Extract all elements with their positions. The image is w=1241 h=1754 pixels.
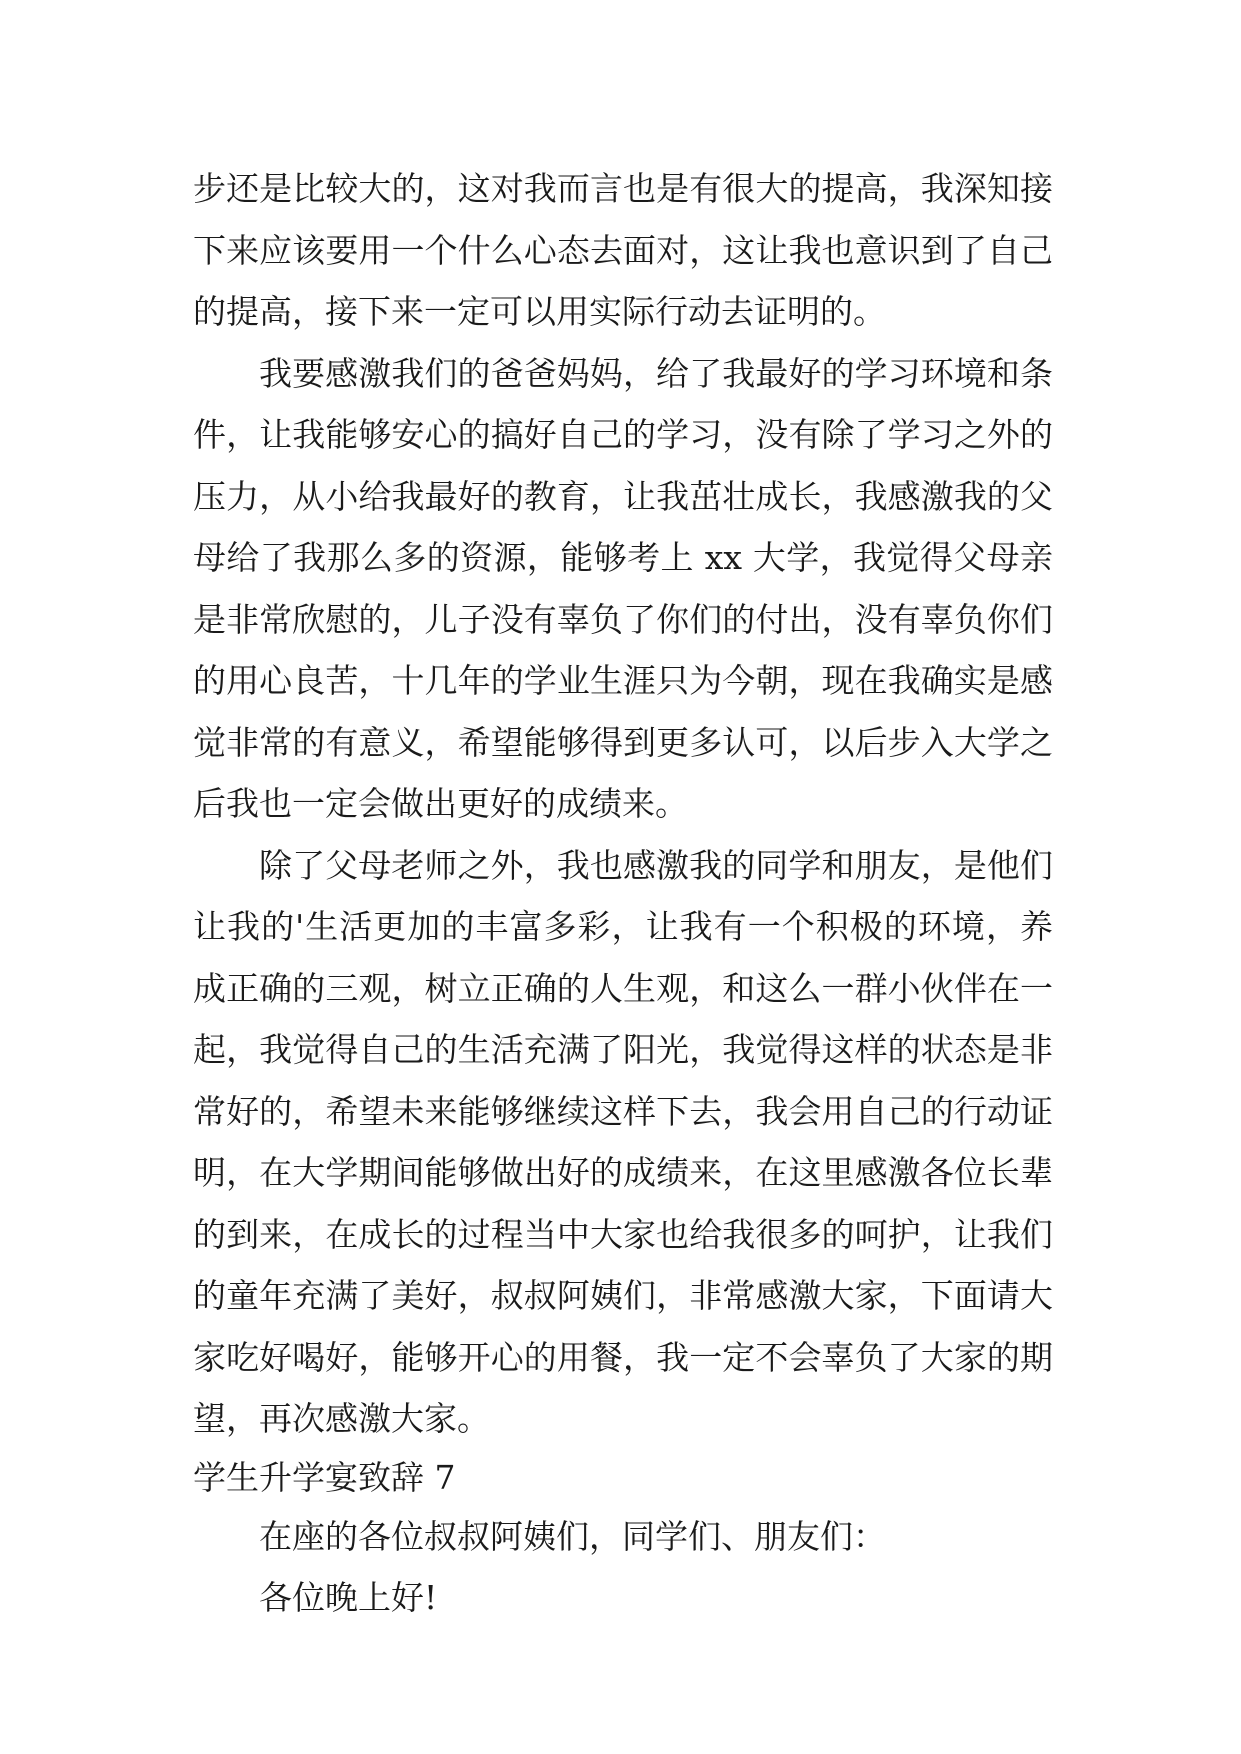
greeting-line: 各位晚上好! — [259, 1577, 438, 1617]
document-body — [193, 158, 1053, 1628]
text-line: 后我也一定会做出更好的成绩来。 — [193, 784, 688, 823]
text-line: 觉非常的有意义，希望能够得到更多认可，以后步入大学之 — [193, 722, 1053, 762]
text-line: 母给了我那么多的资源，能够考上 xx 大学，我觉得父母亲 — [193, 538, 1053, 577]
text-line: 常好的，希望未来能够继续这样下去，我会用自己的行动证 — [193, 1091, 1053, 1131]
text-line: 的童年充满了美好，叔叔阿姨们，非常感激大家，下面请大 — [193, 1276, 1053, 1315]
text-line: 我要感激我们的爸爸妈妈，给了我最好的学习环境和条 — [259, 353, 1053, 393]
text-line: 起，我觉得自己的生活充满了阳光，我觉得这样的状态是非 — [193, 1030, 1053, 1069]
salutation-line: 在座的各位叔叔阿姨们，同学们、朋友们： — [259, 1516, 886, 1556]
text-line: 步还是比较大的，这对我而言也是有很大的提高，我深知接 — [193, 169, 1053, 208]
text-line: 成正确的三观，树立正确的人生观，和这么一群小伙伴在一 — [193, 968, 1053, 1008]
text-line: 让我的'生活更加的丰富多彩，让我有一个积极的环境，养 — [193, 907, 1053, 946]
text-line: 件，让我能够安心的搞好自己的学习，没有除了学习之外的 — [193, 415, 1053, 454]
text-line: 望，再次感激大家。 — [193, 1399, 490, 1438]
section-heading: 学生升学宴致辞 7 — [193, 1457, 456, 1497]
text-line: 明，在大学期间能够做出好的成绩来，在这里感激各位长辈 — [193, 1153, 1053, 1192]
text-line: 家吃好喝好，能够开心的用餐，我一定不会辜负了大家的期 — [193, 1337, 1053, 1377]
text-line: 除了父母老师之外，我也感激我的同学和朋友，是他们 — [259, 845, 1053, 885]
text-line: 的到来，在成长的过程当中大家也给我很多的呵护，让我们 — [193, 1214, 1053, 1254]
text-line: 的用心良苦，十几年的学业生涯只为今朝，现在我确实是感 — [193, 661, 1053, 700]
text-line: 的提高，接下来一定可以用实际行动去证明的。 — [193, 292, 886, 331]
paragraph-2 — [193, 343, 1053, 835]
paragraph-1 — [193, 158, 1053, 343]
text-line: 是非常欣慰的，儿子没有辜负了你们的付出，没有辜负你们 — [193, 599, 1053, 639]
text-line: 下来应该要用一个什么心态去面对，这让我也意识到了自己 — [193, 230, 1053, 270]
paragraph-3 — [193, 835, 1053, 1450]
text-line: 压力，从小给我最好的教育，让我茁壮成长，我感激我的父 — [193, 476, 1053, 516]
